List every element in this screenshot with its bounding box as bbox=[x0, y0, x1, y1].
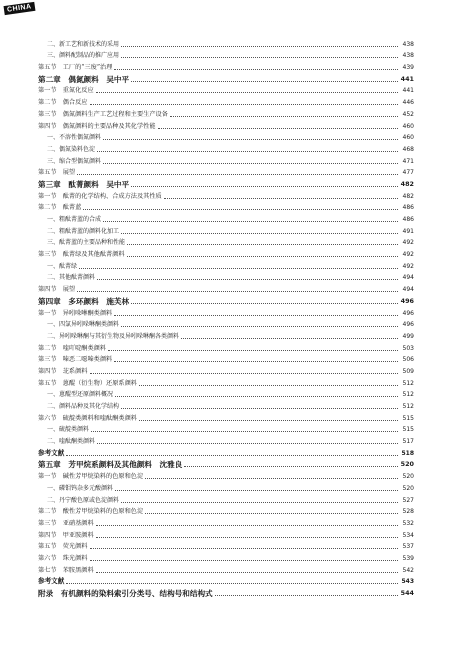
toc-entry-title: 第四节 苝系颜料 bbox=[38, 367, 88, 375]
toc-entry-title: 二、喹酞酮类颜料 bbox=[47, 438, 96, 446]
toc-entry-page-number: 486 bbox=[402, 216, 414, 223]
toc-entry-section bbox=[38, 470, 414, 482]
toc-entry-section bbox=[38, 96, 414, 108]
dot-leader bbox=[114, 69, 398, 70]
toc-entry-sub bbox=[38, 482, 414, 494]
toc-entry-section bbox=[38, 108, 414, 120]
toc-entry-page-number: 520 bbox=[402, 484, 414, 492]
table-of-contents bbox=[38, 38, 414, 599]
toc-entry-section bbox=[38, 167, 414, 179]
toc-entry-title: 第一节 酞菁的化学结构、合成方法及其性质 bbox=[38, 192, 162, 200]
dot-leader bbox=[108, 350, 398, 351]
toc-entry-page-number: 438 bbox=[402, 52, 414, 60]
toc-entry-sub bbox=[38, 143, 414, 155]
toc-entry-section bbox=[38, 283, 414, 295]
toc-entry-section bbox=[38, 342, 414, 354]
dot-leader bbox=[131, 186, 398, 187]
toc-entry-title: 二、偶氮染料色淀 bbox=[47, 145, 96, 153]
toc-entry-page-number: 482 bbox=[402, 192, 414, 200]
toc-entry-page-number: 503 bbox=[402, 344, 414, 352]
toc-entry-title: 参考文献 bbox=[38, 577, 65, 586]
toc-entry-title: 三、酞菁蓝的主要品种和性能 bbox=[47, 239, 126, 247]
toc-entry-page-number: 512 bbox=[402, 379, 414, 387]
toc-entry-ref bbox=[38, 447, 414, 459]
dot-leader bbox=[90, 373, 399, 374]
toc-entry-chapter bbox=[38, 295, 414, 307]
dot-leader bbox=[115, 490, 398, 491]
toc-entry-title: 三、缩合型偶氮颜料 bbox=[47, 157, 102, 165]
corner-logo-tag: CHINA bbox=[4, 2, 36, 15]
toc-entry-title: 附录 有机颜料的染料索引分类号、结构号和结构式 bbox=[38, 589, 213, 598]
toc-entry-title: 二、新工艺和新技术的采用 bbox=[47, 40, 120, 48]
toc-entry-section bbox=[38, 61, 414, 73]
toc-entry-sub bbox=[38, 237, 414, 249]
toc-entry-page-number: 539 bbox=[402, 554, 414, 562]
toc-entry-section bbox=[38, 120, 414, 132]
toc-entry-ref bbox=[38, 576, 414, 588]
toc-entry-page-number: 491 bbox=[402, 227, 414, 235]
toc-entry-sub bbox=[38, 272, 414, 284]
dot-leader bbox=[184, 466, 398, 467]
toc-entry-sub bbox=[38, 213, 414, 225]
toc-entry-sub bbox=[38, 260, 414, 272]
toc-entry-title: 二、粗酞菁蓝的颜料化加工 bbox=[47, 227, 120, 235]
toc-entry-page-number: 460 bbox=[402, 134, 414, 142]
toc-entry-page-number: 482 bbox=[400, 179, 414, 188]
toc-entry-page-number: 512 bbox=[402, 403, 414, 410]
dot-leader bbox=[121, 502, 398, 503]
toc-entry-page-number: 517 bbox=[402, 438, 414, 446]
toc-entry-chapter bbox=[38, 459, 414, 471]
toc-entry-page-number: 527 bbox=[402, 496, 414, 504]
toc-entry-page-number: 492 bbox=[402, 251, 414, 259]
dot-leader bbox=[97, 151, 398, 152]
toc-entry-title: 第四节 展望 bbox=[38, 286, 76, 294]
toc-entry-title: 一、酞菁绿 bbox=[47, 262, 78, 270]
toc-entry-page-number: 499 bbox=[402, 332, 414, 340]
toc-entry-page-number: 537 bbox=[402, 543, 414, 551]
toc-entry-page-number: 532 bbox=[402, 519, 414, 527]
toc-entry-title: 一、粗酞菁蓝的合成 bbox=[47, 216, 102, 223]
toc-entry-title: 一、磷钼钨杂多元酸颜料 bbox=[47, 484, 114, 492]
toc-entry-title: 第一节 重氮化反应 bbox=[38, 87, 94, 95]
toc-entry-title: 第六节 硫靛类颜料和喹酞酮类颜料 bbox=[38, 414, 137, 422]
dot-leader bbox=[114, 315, 398, 316]
toc-entry-sub bbox=[38, 435, 414, 447]
toc-entry-title: 第一节 碱性芳甲烷染料的色原和色淀 bbox=[38, 473, 144, 481]
toc-entry-page-number: 496 bbox=[400, 296, 414, 305]
dot-leader bbox=[121, 233, 398, 234]
dot-leader bbox=[114, 361, 398, 362]
dot-leader bbox=[83, 209, 398, 210]
dot-leader bbox=[145, 513, 398, 514]
toc-entry-section bbox=[38, 412, 414, 424]
toc-entry-page-number: 520 bbox=[402, 473, 414, 481]
dot-leader bbox=[90, 560, 399, 561]
toc-entry-page-number: 460 bbox=[402, 122, 414, 130]
dot-leader bbox=[79, 268, 398, 269]
toc-entry-title: 第五节 蒽醌（衍生物）还原系颜料 bbox=[38, 379, 137, 387]
dot-leader bbox=[145, 478, 398, 479]
dot-leader bbox=[215, 595, 398, 596]
toc-entry-title: 第五节 荧光颜料 bbox=[38, 543, 88, 551]
toc-entry-title: 一、四氯异吲哚啉酮类颜料 bbox=[47, 321, 120, 329]
dot-leader bbox=[131, 81, 398, 82]
toc-entry-sub bbox=[38, 155, 414, 167]
toc-entry-section bbox=[38, 202, 414, 214]
toc-entry-page-number: 496 bbox=[402, 309, 414, 317]
toc-entry-title: 三、颜料配制品的推广应用 bbox=[47, 52, 120, 60]
dot-leader bbox=[96, 572, 398, 573]
dot-leader bbox=[66, 455, 398, 456]
toc-entry-title: 第三章 酞菁颜料 吴中平 bbox=[38, 179, 130, 189]
toc-entry-section bbox=[38, 506, 414, 518]
toc-entry-title: 一、硫靛类颜料 bbox=[47, 426, 90, 434]
toc-entry-page-number: 486 bbox=[402, 204, 414, 212]
toc-entry-sub bbox=[38, 50, 414, 62]
dot-leader bbox=[121, 408, 398, 409]
toc-entry-title: 第三节 偶氮颜料生产工艺过程和主要生产设备 bbox=[38, 110, 168, 118]
dot-leader bbox=[127, 244, 398, 245]
dot-leader bbox=[181, 338, 398, 339]
toc-entry-section bbox=[38, 541, 414, 553]
toc-entry-title: 第二节 酞菁蓝 bbox=[38, 204, 82, 212]
toc-entry-title: 二、其他酞菁颜料 bbox=[47, 274, 96, 282]
toc-entry-chapter bbox=[38, 178, 414, 190]
toc-entry-title: 第三节 嗪恶二噁嗪类颜料 bbox=[38, 356, 113, 364]
toc-entry-section bbox=[38, 190, 414, 202]
toc-entry-sub bbox=[38, 330, 414, 342]
toc-entry-title: 一、不溶性偶氮颜料 bbox=[47, 134, 102, 142]
toc-entry-page-number: 446 bbox=[402, 99, 414, 107]
toc-entry-title: 参考文献 bbox=[38, 448, 65, 457]
toc-entry-title: 一、蒽醌型还原颜料概况 bbox=[47, 391, 114, 399]
dot-leader bbox=[139, 385, 398, 386]
toc-entry-title: 第二章 偶氮颜料 吴中平 bbox=[38, 74, 130, 84]
toc-entry-title: 第六节 珠光颜料 bbox=[38, 554, 88, 562]
toc-entry-page-number: 534 bbox=[402, 531, 414, 539]
dot-leader bbox=[121, 57, 398, 58]
dot-leader bbox=[164, 198, 398, 199]
toc-entry-sub bbox=[38, 319, 414, 331]
toc-entry-title: 第五节 展望 bbox=[38, 169, 76, 177]
toc-entry-sub bbox=[38, 494, 414, 506]
dot-leader bbox=[170, 116, 398, 117]
toc-entry-page-number: 477 bbox=[402, 169, 414, 177]
toc-entry-sub bbox=[38, 38, 414, 50]
toc-entry-title: 第二节 喹吖啶酮类颜料 bbox=[38, 344, 107, 352]
toc-entry-page-number: 441 bbox=[400, 74, 414, 83]
toc-entry-page-number: 492 bbox=[402, 262, 414, 270]
toc-entry-page-number: 438 bbox=[402, 40, 414, 48]
toc-entry-page-number: 515 bbox=[402, 426, 414, 434]
dot-leader bbox=[103, 139, 398, 140]
toc-entry-title: 二、颜料品种及其化学结构 bbox=[47, 403, 120, 410]
toc-entry-sub bbox=[38, 389, 414, 401]
dot-leader bbox=[121, 46, 398, 47]
toc-entry-section bbox=[38, 365, 414, 377]
toc-entry-title: 第三节 酞菁绿及其他酞菁颜料 bbox=[38, 251, 125, 259]
toc-entry-sub bbox=[38, 424, 414, 436]
toc-entry-page-number: 515 bbox=[402, 414, 414, 422]
dot-leader bbox=[96, 537, 398, 538]
toc-entry-title: 第四节 甲亚胺颜料 bbox=[38, 531, 94, 539]
toc-entry-title: 二、异吲哚啉酮与其衍生物及异吲哚啉酮各类颜料 bbox=[47, 332, 180, 340]
dot-leader bbox=[90, 104, 399, 105]
dot-leader bbox=[91, 431, 398, 432]
toc-entry-title: 第四节 偶氮颜料的主要品种及其化学性能 bbox=[38, 122, 156, 130]
toc-entry-section bbox=[38, 85, 414, 97]
toc-entry-page-number: 543 bbox=[401, 578, 414, 586]
toc-entry-title: 第三节 亚硝基颜料 bbox=[38, 519, 94, 527]
toc-entry-title: 第七节 苯胺黑颜料 bbox=[38, 566, 94, 574]
toc-entry-section bbox=[38, 564, 414, 576]
toc-entry-title: 第四章 多环颜料 施芙林 bbox=[38, 296, 130, 306]
dot-leader bbox=[131, 303, 398, 304]
toc-entry-section bbox=[38, 552, 414, 564]
toc-entry-page-number: 471 bbox=[402, 157, 414, 165]
toc-entry-page-number: 509 bbox=[402, 367, 414, 375]
dot-leader bbox=[96, 92, 398, 93]
toc-entry-title: 第二节 酸性芳甲烷染料的色原和色淀 bbox=[38, 508, 144, 516]
dot-leader bbox=[97, 279, 398, 280]
toc-entry-title: 第二节 偶合反应 bbox=[38, 99, 88, 107]
toc-entry-page-number: 494 bbox=[402, 286, 414, 294]
toc-entry-section bbox=[38, 354, 414, 366]
toc-entry-title: 第一节 异吲哚啉酮类颜料 bbox=[38, 309, 113, 317]
toc-entry-page-number: 492 bbox=[402, 239, 414, 247]
dot-leader bbox=[121, 326, 398, 327]
toc-entry-page-number: 544 bbox=[400, 589, 414, 597]
dot-leader bbox=[158, 128, 398, 129]
toc-entry-page-number: 528 bbox=[402, 508, 414, 516]
toc-entry-page-number: 512 bbox=[402, 391, 414, 399]
toc-entry-title: 二、丹宁酸色原或色淀颜料 bbox=[47, 496, 120, 504]
toc-entry-sub bbox=[38, 400, 414, 412]
toc-entry-page-number: 520 bbox=[400, 460, 414, 469]
dot-leader bbox=[90, 548, 399, 549]
dot-leader bbox=[97, 443, 398, 444]
dot-leader bbox=[103, 163, 398, 164]
toc-entry-title: 第五章 芳甲烷系颜料及其他颜料 沈雅良 bbox=[38, 460, 183, 470]
toc-entry-section bbox=[38, 517, 414, 529]
toc-entry-sub bbox=[38, 225, 414, 237]
toc-entry-sub bbox=[38, 132, 414, 144]
toc-entry-section bbox=[38, 529, 414, 541]
toc-entry-page-number: 494 bbox=[402, 274, 414, 282]
dot-leader bbox=[77, 174, 398, 175]
toc-entry-chapter bbox=[38, 587, 414, 599]
dot-leader bbox=[103, 221, 398, 222]
toc-entry-title: 第五节 工厂的“三废”治理 bbox=[38, 64, 113, 72]
toc-entry-page-number: 518 bbox=[401, 449, 414, 457]
dot-leader bbox=[96, 525, 398, 526]
toc-entry-section bbox=[38, 307, 414, 319]
toc-entry-page-number: 452 bbox=[402, 110, 414, 118]
toc-entry-section bbox=[38, 248, 414, 260]
toc-entry-page-number: 506 bbox=[402, 356, 414, 364]
dot-leader bbox=[127, 256, 398, 257]
toc-entry-page-number: 468 bbox=[402, 145, 414, 153]
dot-leader bbox=[115, 396, 398, 397]
toc-entry-page-number: 542 bbox=[402, 566, 414, 574]
dot-leader bbox=[66, 583, 398, 584]
toc-entry-page-number: 496 bbox=[402, 321, 414, 329]
toc-entry-chapter bbox=[38, 73, 414, 85]
dot-leader bbox=[77, 291, 398, 292]
toc-entry-page-number: 441 bbox=[402, 87, 414, 95]
toc-entry-page-number: 439 bbox=[402, 64, 414, 72]
toc-entry-section bbox=[38, 377, 414, 389]
dot-leader bbox=[139, 420, 398, 421]
